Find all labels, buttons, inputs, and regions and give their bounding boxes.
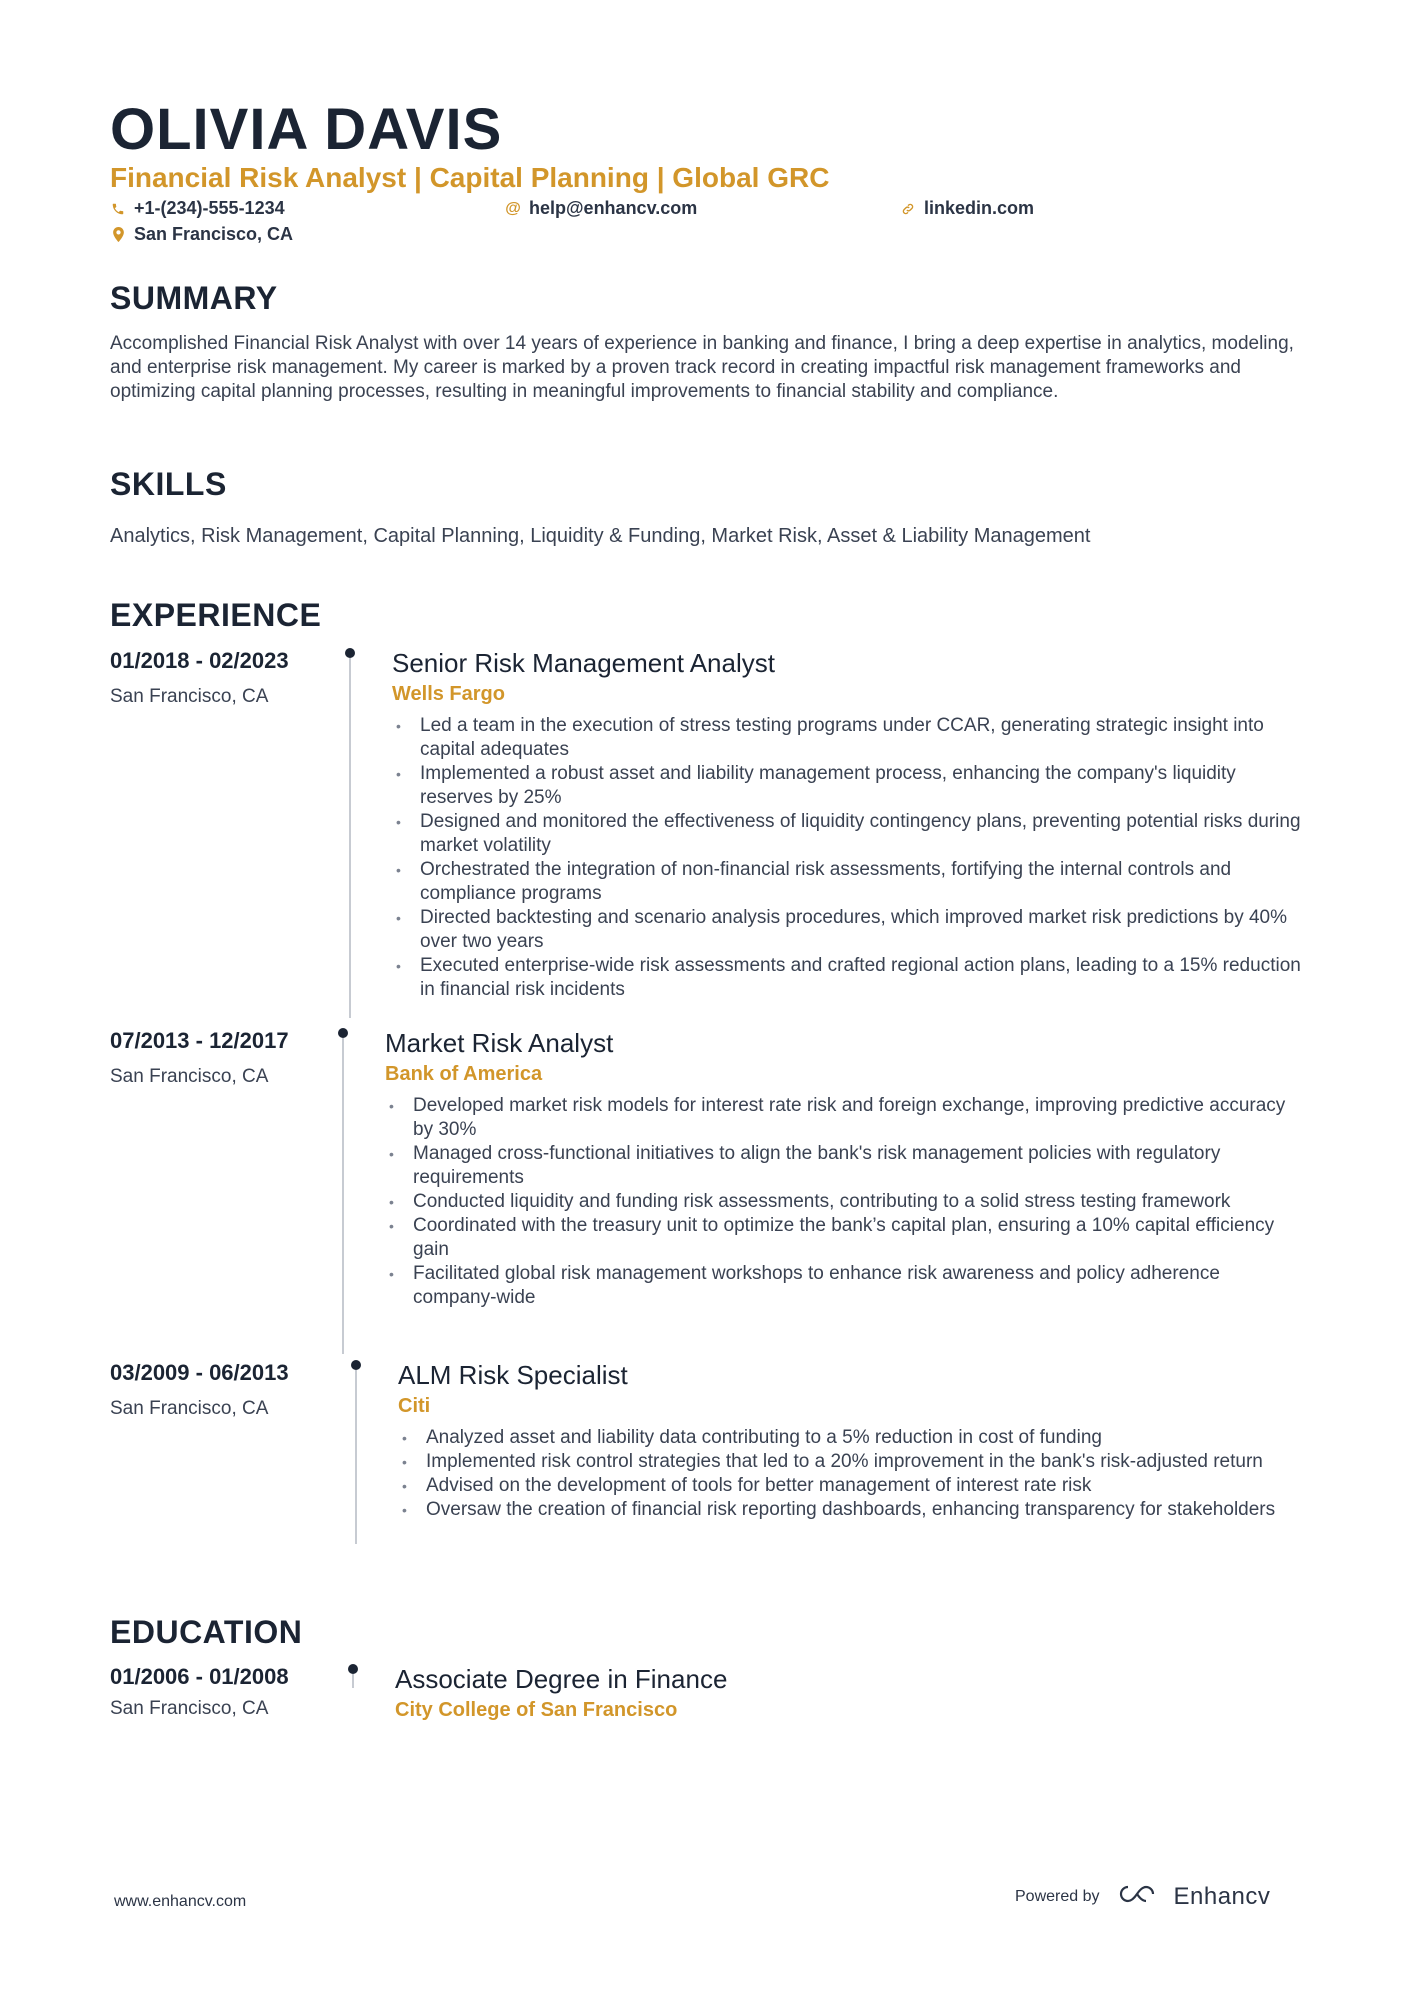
experience-heading: EXPERIENCE [110,597,322,633]
timeline-dot [345,648,355,658]
job-location: San Francisco, CA [110,1398,269,1419]
skills-heading: SKILLS [110,466,227,502]
job-bullet: • Designed and monitored the effectiveness of liquidity contingency plans, preventing potential risks during market volatility [392,810,1312,858]
contact-linkedin[interactable] [900,198,1034,219]
linkedin-text[interactable]: linkedin.com [924,198,1035,218]
job-bullet: • Orchestrated the integration of non-financial risk assessments, fortifying the internal controls and compliance programs [392,858,1312,906]
link-icon [900,202,916,216]
job-bullets [392,714,1312,1002]
skills-text: Analytics, Risk Management, Capital Planning, Liquidity & Funding, Market Risk, Asset & Liability Management [110,525,1091,547]
job-company: Bank of America [385,1063,543,1085]
job-content [392,648,1312,1002]
job-date: 03/2009 - 06/2013 [110,1360,289,1385]
job-bullet: • Directed backtesting and scenario analysis procedures, which improved market risk predictions by 40% over two years [392,906,1312,954]
summary-heading: SUMMARY [110,280,278,316]
job-bullet: • Advised on the development of tools for better management of interest rate risk [398,1474,1318,1498]
job-title: ALM Risk Specialist [398,1360,628,1390]
footer-website[interactable]: www.enhancv.com [114,1893,247,1910]
job-bullet: • Coordinated with the treasury unit to optimize the bank’s capital plan, ensuring a 10% capital efficiency gain [385,1214,1305,1262]
education-heading: EDUCATION [110,1614,303,1650]
location-text: San Francisco, CA [134,224,294,244]
timeline-line [352,1674,354,1688]
job-content [385,1028,1305,1310]
job-content [398,1360,1318,1522]
phone-icon [110,202,126,216]
email-text[interactable]: help@enhancv.com [529,198,698,218]
powered-by-text: Powered by [1015,1887,1100,1905]
contact-phone [110,198,285,219]
summary-text: Accomplished Financial Risk Analyst with over 14 years of experience in banking and finance, I bring a deep expertise in analytics, modeling, and enterprise risk management. My career is marked by a proven track record in creating impactful risk management frameworks and optimizing capital planning processes, resulting in meaningful improvements to financial stability and compliance. [110,333,1294,402]
contact-location [110,224,293,245]
timeline-line [355,1370,357,1544]
enhancv-logo-icon [1114,1882,1160,1911]
job-date: 07/2013 - 12/2017 [110,1028,289,1053]
candidate-headline: Financial Risk Analyst | Capital Planning | Global GRC [110,162,830,193]
job-bullet: • Led a team in the execution of stress testing programs under CCAR, generating strategic insight into capital adequates [392,714,1312,762]
at-icon: @ [505,199,521,217]
job-bullet: • Facilitated global risk management workshops to enhance risk awareness and policy adherence company-wide [385,1262,1305,1310]
experience-entry [110,1360,1310,1580]
timeline-line [349,658,351,1018]
job-company: Wells Fargo [392,683,505,705]
candidate-name: OLIVIA DAVIS [110,97,503,162]
footer-branding [1015,1882,1270,1911]
brand-name: Enhancv [1173,1882,1271,1910]
timeline-dot [351,1360,361,1370]
education-school: City College of San Francisco [395,1699,678,1721]
education-date: 01/2006 - 01/2008 [110,1664,289,1689]
job-bullet: • Developed market risk models for interest rate risk and foreign exchange, improving predictive accuracy by 30% [385,1094,1305,1142]
job-date: 01/2018 - 02/2023 [110,648,289,673]
job-company: Citi [398,1395,431,1417]
experience-entry [110,1028,1310,1352]
job-location: San Francisco, CA [110,686,269,707]
job-bullet: • Implemented a robust asset and liability management process, enhancing the company's liquidity reserves by 25% [392,762,1312,810]
timeline-line [342,1038,344,1354]
job-bullet: • Executed enterprise-wide risk assessments and crafted regional action plans, leading to a 15% reduction in financial risk incidents [392,954,1312,1002]
job-location: San Francisco, CA [110,1066,269,1087]
education-location: San Francisco, CA [110,1698,269,1719]
job-bullet: • Managed cross-functional initiatives to align the bank's risk management policies with regulatory requirements [385,1142,1305,1190]
job-bullet: • Analyzed asset and liability data contributing to a 5% reduction in cost of funding [398,1426,1318,1450]
job-bullet: • Conducted liquidity and funding risk assessments, contributing to a solid stress testing framework [385,1190,1305,1214]
location-pin-icon [110,227,126,242]
contact-email[interactable] [505,198,697,219]
timeline-dot [338,1028,348,1038]
education-content [395,1664,1315,1722]
job-bullets [385,1094,1305,1310]
education-entry [110,1664,1310,1744]
job-bullet: • Oversaw the creation of financial risk reporting dashboards, enhancing transparency for stakeholders [398,1498,1318,1522]
job-title: Senior Risk Management Analyst [392,648,775,678]
phone-text: +1-(234)-555-1234 [134,198,285,218]
experience-entry [110,648,1310,1020]
job-title: Market Risk Analyst [385,1028,614,1058]
education-degree: Associate Degree in Finance [395,1664,728,1694]
job-bullets [398,1426,1318,1522]
timeline-dot [348,1664,358,1674]
job-bullet: • Implemented risk control strategies that led to a 20% improvement in the bank's risk-adjusted return [398,1450,1318,1474]
